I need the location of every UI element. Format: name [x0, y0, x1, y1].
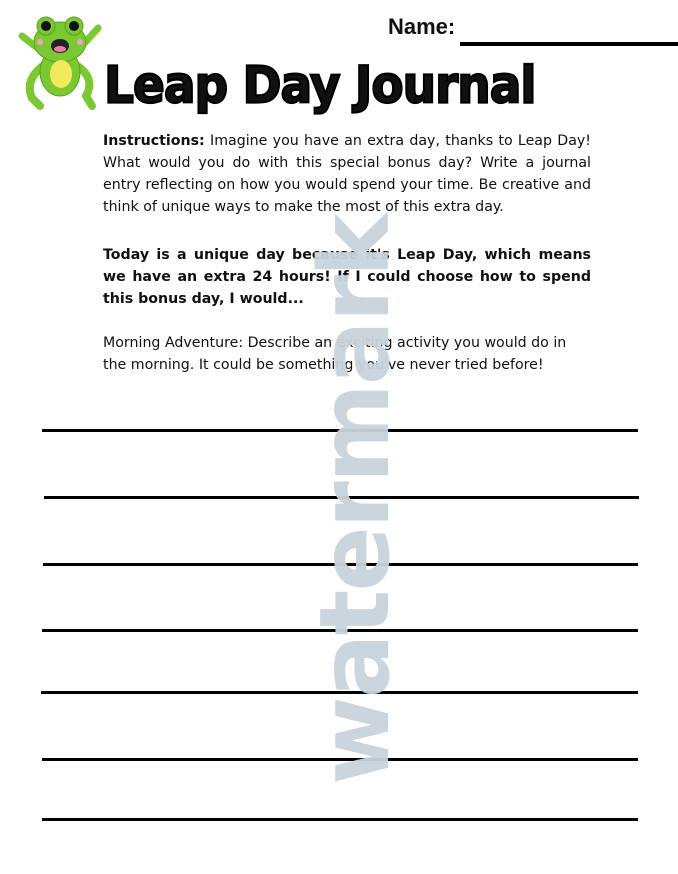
writing-line[interactable] — [42, 818, 638, 821]
morning-adventure-prompt: Morning Adventure: Describe an exciting activity you would do in the morning. It could be something you've never tried before! — [103, 335, 567, 373]
name-label: Name: — [388, 14, 456, 39]
instructions-label: Instructions: — [103, 133, 205, 149]
frog-illustration — [14, 10, 106, 110]
watermark: watermark — [299, 215, 411, 785]
name-field-line[interactable] — [460, 42, 678, 46]
instructions-text: Imagine you have an extra day, thanks to Leap Day! What would you do with this special bonus day? Write a journal entry reflecting on how you would spend your time. Be creative and think of unique ways to make the most of this extra day. — [103, 133, 591, 215]
instructions-paragraph — [103, 130, 591, 218]
page-title: Leap Day Journal — [104, 56, 536, 116]
journal-prompt: Today is a unique day because it's Leap Day, which means we have an extra 24 hours! If I could choose how to spend this bonus day, I would... — [103, 247, 591, 307]
